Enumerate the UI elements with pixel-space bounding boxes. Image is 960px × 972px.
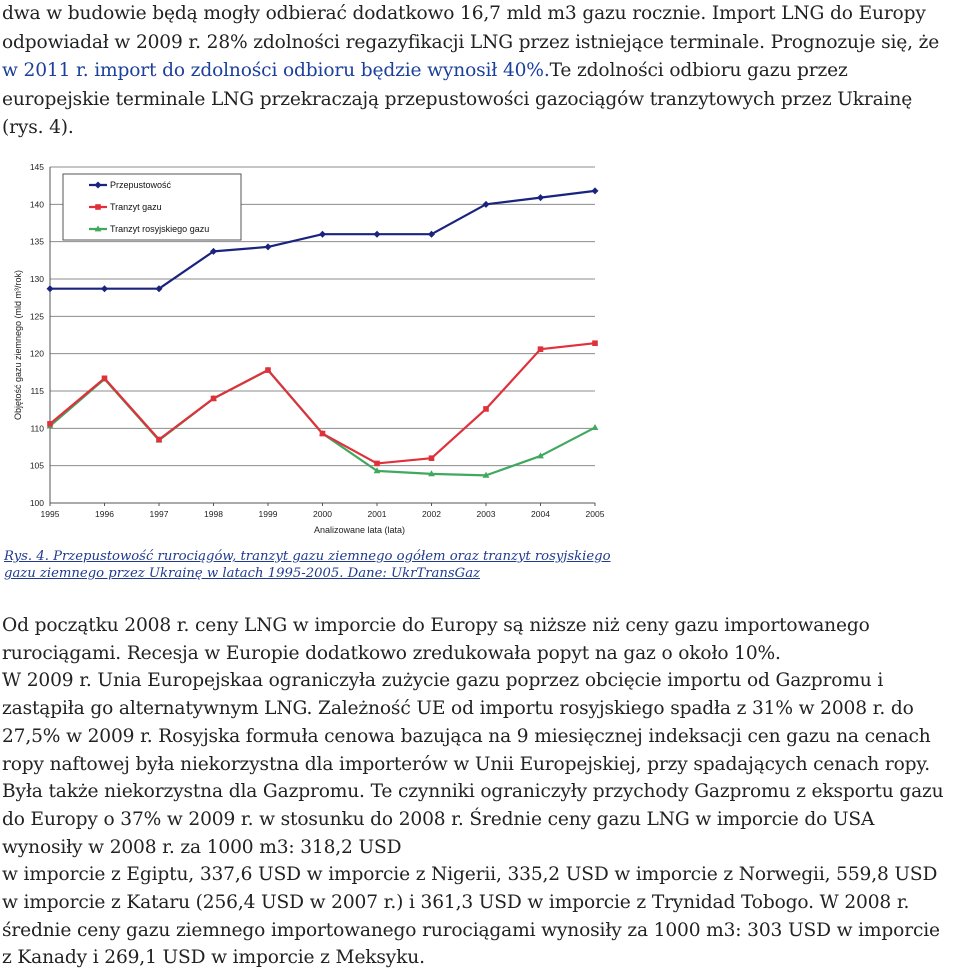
paragraph-line bbox=[2, 640, 958, 668]
x-tick-label: 2004 bbox=[531, 509, 550, 519]
legend-marker bbox=[95, 204, 101, 210]
y-tick-label: 140 bbox=[29, 199, 44, 210]
y-tick-label: 120 bbox=[29, 348, 44, 359]
paragraph-line bbox=[2, 0, 958, 29]
data-point bbox=[483, 406, 489, 412]
text-segment: europejskie terminale LNG przekraczają przepustowości gazociągów tranzytowych przez Ukrainę bbox=[2, 88, 913, 110]
text-segment: 27,5% w 2009 r. Rosyjska formuła cenowa bazująca na 9 miesięcznej indeksacji cen gazu na cenach bbox=[2, 725, 931, 747]
text-segment: wynosiły w 2008 r. za 1000 m3: 318,2 USD bbox=[2, 836, 402, 858]
data-point bbox=[211, 396, 217, 402]
caption-line-1: Rys. 4. Przepustowość rurociągów, tranzyt gazu ziemnego ogółem oraz tranzyt rosyjskiego bbox=[4, 549, 611, 564]
text-segment: do Europy o 37% w 2009 r. w stosunku do 2008 r. Średnie ceny gazu LNG w imporcie do USA bbox=[2, 808, 875, 830]
series-line bbox=[50, 343, 595, 463]
x-tick-label: 1995 bbox=[40, 509, 60, 519]
paragraph-line bbox=[2, 751, 958, 779]
data-point bbox=[374, 461, 380, 467]
legend-label: Tranzyt rosyjskiego gazu bbox=[110, 224, 210, 234]
y-tick-label: 135 bbox=[29, 236, 44, 247]
paragraph-line bbox=[2, 86, 958, 115]
text-segment: W 2009 r. Unia Europejskaa ograniczyła zużycie gazu poprzez obcięcie importu od Gazpromu i bbox=[2, 670, 884, 692]
text-segment: Te zdolności odbioru gazu przez bbox=[549, 60, 848, 81]
paragraph-line bbox=[2, 944, 958, 972]
paragraph-line bbox=[2, 695, 958, 723]
y-tick-label: 145 bbox=[29, 162, 44, 172]
intro-paragraph bbox=[2, 0, 958, 143]
data-point bbox=[102, 376, 108, 382]
body-paragraph bbox=[2, 612, 958, 972]
x-tick-label: 1999 bbox=[258, 509, 278, 519]
chart-figure bbox=[0, 152, 625, 584]
x-tick-label: 1996 bbox=[95, 509, 114, 519]
y-tick-label: 115 bbox=[30, 386, 44, 396]
y-tick-label: 125 bbox=[29, 311, 44, 322]
x-tick-label: 1998 bbox=[204, 509, 223, 519]
x-tick-label: 2000 bbox=[313, 509, 332, 519]
caption-line-2: gazu ziemnego przez Ukrainę w latach 1995-2005. Dane: UkrTransGaz bbox=[4, 566, 480, 581]
data-point bbox=[265, 367, 271, 373]
data-point bbox=[47, 285, 54, 292]
paragraph-line bbox=[2, 723, 958, 751]
data-point bbox=[47, 421, 53, 427]
text-segment: (rys. 4). bbox=[2, 117, 74, 138]
data-point bbox=[538, 346, 544, 352]
data-point bbox=[320, 431, 326, 437]
text-segment: zastąpiła go alternatywnym LNG. Zależność UE od importu rosyjskiego spadła z 31% w 2008 r. do bbox=[2, 698, 914, 720]
text-segment: w imporcie z Kataru (256,4 USD w 2007 r.) i 361,3 USD w imporcie z Trynidad Tobogo. W 2008 r. bbox=[2, 892, 910, 914]
paragraph-line bbox=[2, 114, 958, 143]
paragraph-line bbox=[2, 778, 958, 806]
text-segment: odpowiadał w 2009 r. 28% zdolności regazyfikacji LNG przez istniejące terminale. Prognozuje się, że bbox=[2, 31, 940, 53]
data-point bbox=[592, 340, 598, 346]
text-segment: Od początku 2008 r. ceny LNG w imporcie do Europy są niższe niż ceny gazu importowanego bbox=[2, 615, 870, 636]
paragraph-line bbox=[2, 667, 958, 695]
text-segment: rurociągami. Recesja w Europie dodatkowo zredukowała popyt na gaz o około 10%. bbox=[2, 642, 781, 664]
line-chart bbox=[0, 152, 625, 584]
series-line bbox=[50, 370, 595, 475]
paragraph-line bbox=[2, 806, 958, 834]
data-point bbox=[319, 231, 326, 238]
text-segment: w imporcie z Egiptu, 337,6 USD w imporcie z Nigerii, 335,2 USD w imporcie z Norwegii, 559,8 USD bbox=[2, 864, 938, 886]
text-segment: średnie ceny gazu ziemnego importowanego rurociągami wynosiły za 1000 m3: 303 USD w imporcie bbox=[2, 919, 940, 941]
y-tick-label: 105 bbox=[29, 460, 44, 471]
paragraph-line bbox=[2, 889, 958, 917]
data-point bbox=[101, 285, 108, 292]
legend-label: Przepustowość bbox=[110, 180, 172, 190]
y-tick-label: 110 bbox=[30, 423, 44, 434]
text-segment: z Kanady i 269,1 USD w imporcie z Meksyku. bbox=[2, 947, 425, 969]
paragraph-line bbox=[2, 29, 958, 58]
data-point bbox=[537, 194, 544, 201]
paragraph-line bbox=[2, 834, 958, 862]
paragraph-line bbox=[2, 917, 958, 945]
text-segment: w 2011 r. import do zdolności odbioru będzie wynosił 40%. bbox=[2, 60, 550, 81]
data-point bbox=[592, 187, 599, 194]
y-axis-label: Objętość gazu ziemnego (mld m³/rok) bbox=[13, 269, 23, 421]
paragraph-line bbox=[2, 861, 958, 889]
text-segment: dwa w budowie będą mogły odbierać dodatkowo 16,7 mld m3 gazu rocznie. Import LNG do Europy bbox=[2, 3, 926, 24]
data-point bbox=[374, 231, 381, 238]
figure-caption bbox=[4, 548, 620, 582]
y-tick-label: 100 bbox=[29, 498, 44, 508]
x-tick-label: 2001 bbox=[367, 509, 387, 519]
y-tick-label: 130 bbox=[29, 274, 44, 284]
legend-label: Tranzyt gazu bbox=[110, 202, 162, 212]
paragraph-line bbox=[2, 57, 958, 86]
data-point bbox=[156, 437, 162, 443]
x-axis-label: Analizowane lata (lata) bbox=[313, 525, 406, 535]
x-tick-label: 1997 bbox=[149, 509, 169, 519]
data-point bbox=[429, 455, 435, 461]
x-tick-label: 2002 bbox=[422, 509, 441, 519]
paragraph-line bbox=[2, 612, 958, 640]
x-tick-label: 2005 bbox=[585, 509, 605, 519]
data-point bbox=[592, 424, 599, 430]
x-tick-label: 2003 bbox=[476, 509, 496, 519]
text-segment: ropy naftowej była niekorzystna dla importerów w Unii Europejskiej, przy spadających cenach ropy. bbox=[2, 753, 931, 775]
text-segment: Była także niekorzystna dla Gazpromu. Te czynniki ograniczyły przychody Gazpromu z eksportu gazu bbox=[2, 781, 944, 803]
data-point bbox=[265, 243, 272, 250]
